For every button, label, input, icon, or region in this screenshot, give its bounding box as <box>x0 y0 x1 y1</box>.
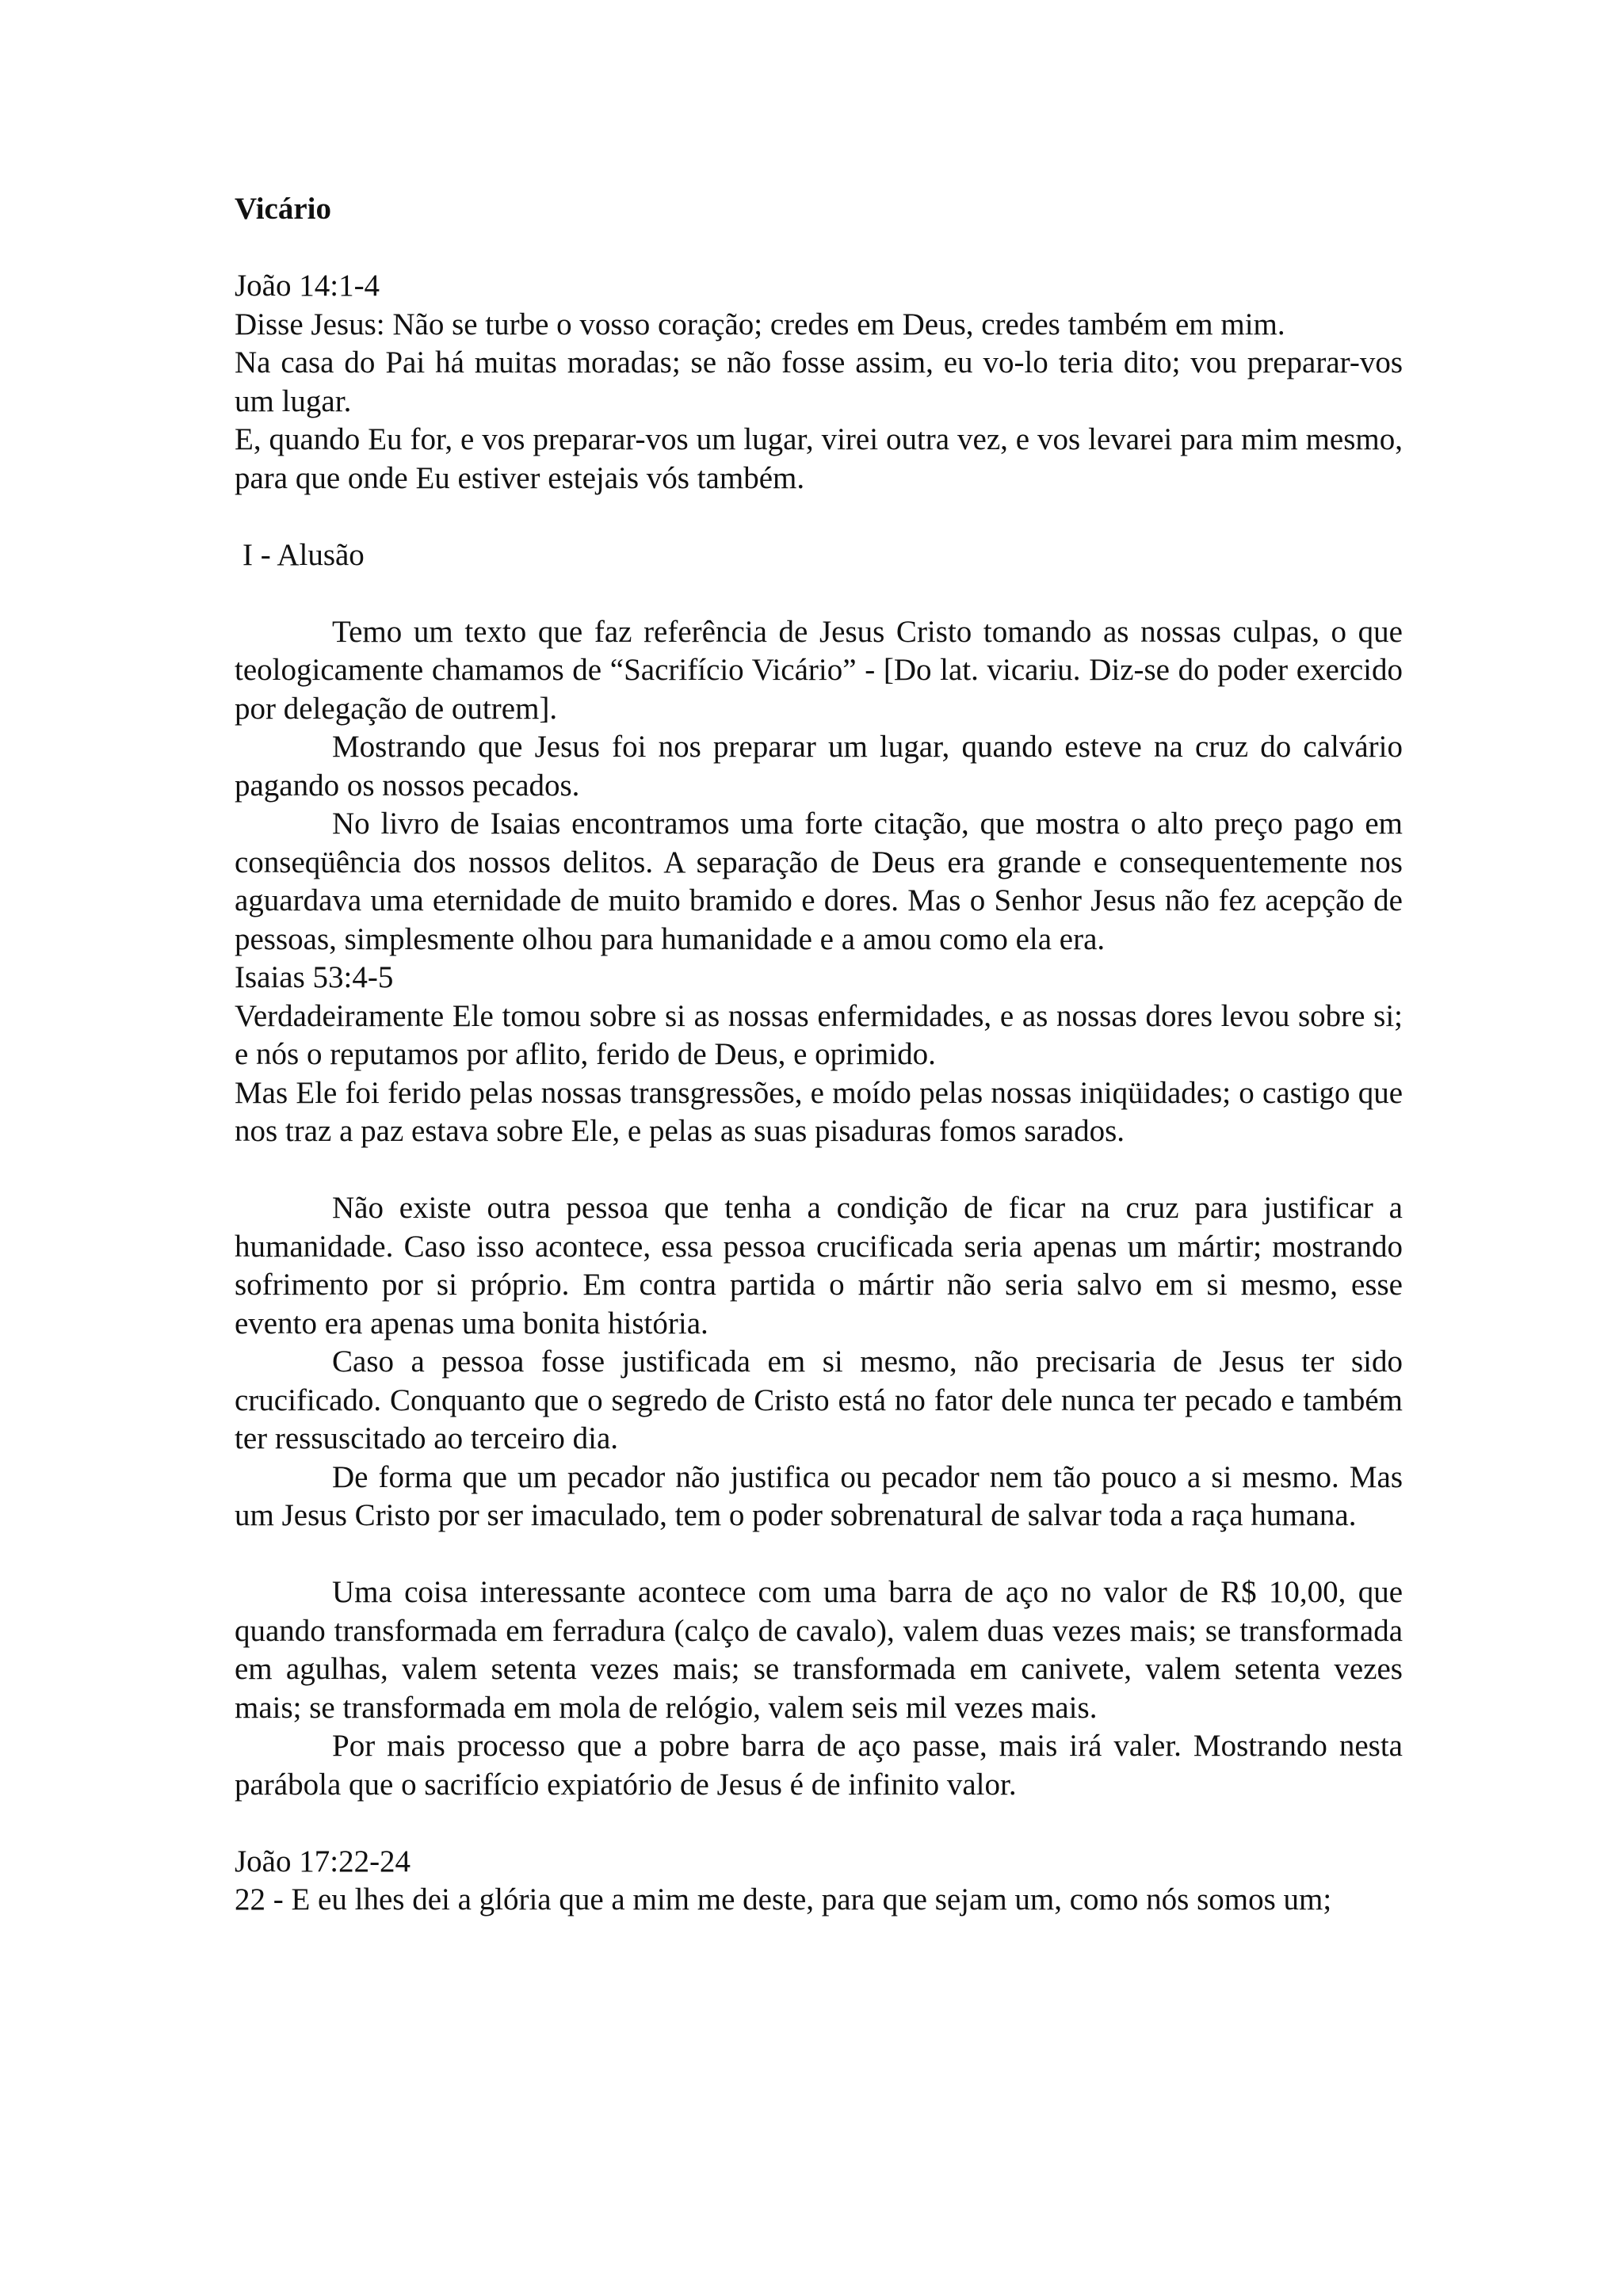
spacer <box>235 1535 1403 1574</box>
scripture-verse: Mas Ele foi ferido pelas nossas transgressões, e moído pelas nossas iniqüidades; o castigo que nos traz a paz estava sobre Ele, e pelas as suas pisaduras fomos sarados. <box>235 1075 1403 1148</box>
spacer <box>235 1804 1403 1843</box>
body-paragraph: Mostrando que Jesus foi nos preparar um lugar, quando esteve na cruz do calvário pagando os nossos pecados. <box>235 730 1403 803</box>
scripture-verse: Disse Jesus: Não se turbe o vosso coração; credes em Deus, credes também em mim. <box>235 307 1285 341</box>
spacer <box>235 229 1403 268</box>
body-paragraph: Uma coisa interessante acontece com uma barra de aço no valor de R$ 10,00, que quando transformada em ferradura (calço de cavalo), valem duas vezes mais; se transformada em agulhas, valem setenta vezes mais; se transformada em canivete, valem setenta vezes mais; se transformada em mola de relógio, valem seis mil vezes mais. <box>235 1575 1403 1725</box>
document-title: Vicário <box>235 192 332 226</box>
section-heading: I - Alusão <box>242 537 365 572</box>
document-page <box>235 190 1403 1920</box>
spacer <box>235 1151 1403 1190</box>
spacer <box>235 498 1403 536</box>
body-paragraph: Não existe outra pessoa que tenha a condição de ficar na cruz para justificar a humanidade. Caso isso acontece, essa pessoa crucificada seria apenas um mártir; mostrando sofrimento por si próprio. Em contra partida o mártir não seria salvo em si mesmo, esse evento era apenas uma bonita história. <box>235 1191 1403 1341</box>
scripture-reference: João 17:22-24 <box>235 1844 411 1878</box>
spacer <box>235 574 1403 613</box>
scripture-verse: 22 - E eu lhes dei a glória que a mim me deste, para que sejam um, como nós somos um; <box>235 1882 1332 1917</box>
scripture-reference: João 14:1-4 <box>235 269 380 303</box>
body-paragraph: No livro de Isaias encontramos uma forte citação, que mostra o alto preço pago em conseqüência dos nossos delitos. A separação de Deus era grande e consequentemente nos aguardava uma eternidade de muito bramido e dores. Mas o Senhor Jesus não fez acepção de pessoas, simplesmente olhou para humanidade e a amou como ela era. <box>235 807 1403 956</box>
scripture-verse: Na casa do Pai há muitas moradas; se não fosse assim, eu vo-lo teria dito; vou preparar-vos um lugar. <box>235 345 1403 418</box>
body-paragraph: Temo um texto que faz referência de Jesus Cristo tomando as nossas culpas, o que teologicamente chamamos de “Sacrifício Vicário” - [Do lat. vicariu. Diz-se do poder exercido por delegação de outrem]. <box>235 614 1403 726</box>
scripture-reference: Isaias 53:4-5 <box>235 960 394 994</box>
body-paragraph: Por mais processo que a pobre barra de aço passe, mais irá valer. Mostrando nesta parábola que o sacrifício expiatório de Jesus é de infinito valor. <box>235 1729 1403 1802</box>
body-paragraph: Caso a pessoa fosse justificada em si mesmo, não precisaria de Jesus ter sido crucificado. Conquanto que o segredo de Cristo está no fator dele nunca ter pecado e também ter ressuscitado ao terceiro dia. <box>235 1344 1403 1455</box>
scripture-verse: E, quando Eu for, e vos preparar-vos um lugar, virei outra vez, e vos levarei para mim mesmo, para que onde Eu estiver estejais vós também. <box>235 422 1403 495</box>
body-paragraph: De forma que um pecador não justifica ou pecador nem tão pouco a si mesmo. Mas um Jesus Cristo por ser imaculado, tem o poder sobrenatural de salvar toda a raça humana. <box>235 1459 1403 1532</box>
scripture-verse: Verdadeiramente Ele tomou sobre si as nossas enfermidades, e as nossas dores levou sobre si; e nós o reputamos por aflito, ferido de Deus, e oprimido. <box>235 998 1403 1071</box>
